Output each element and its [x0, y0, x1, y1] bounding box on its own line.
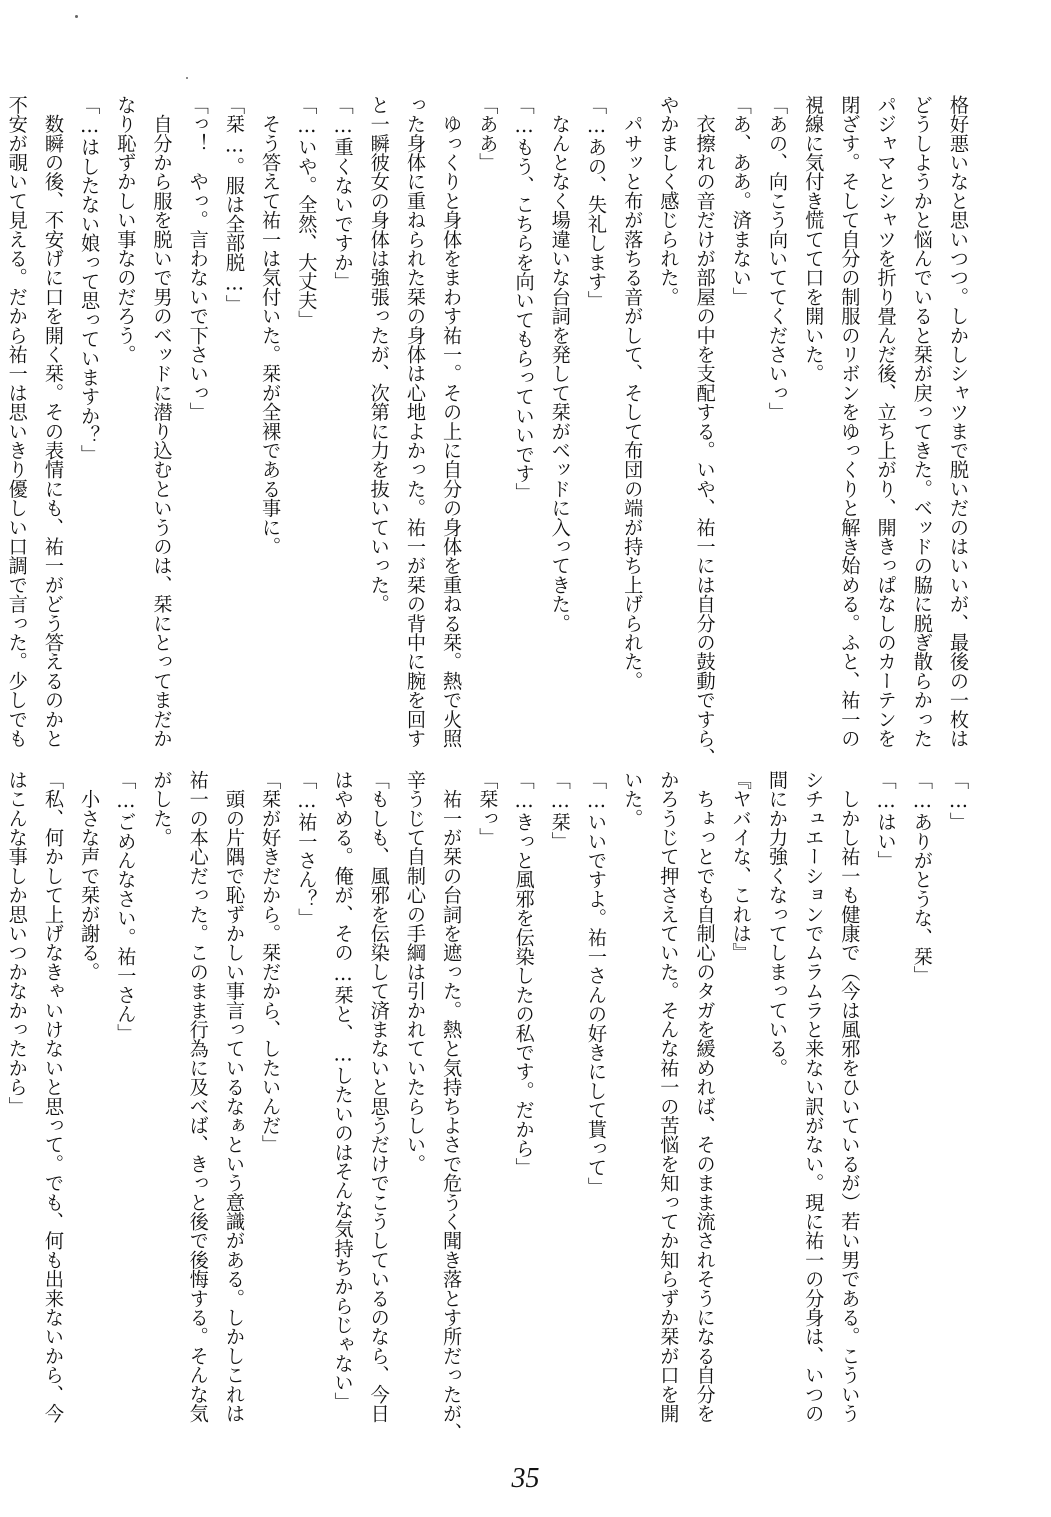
text-line: 「あ、ああ。済まない」 — [729, 95, 753, 307]
text-line: 『ヤバイな、これは』 — [729, 770, 753, 962]
text-line: 数瞬の後、不安げに口を開く栞。その表情にも、祐一がどう答えるのかと — [41, 95, 65, 748]
text-line: 「…」 — [947, 770, 970, 832]
text-line: 衣擦れの音だけが部屋の中を支配する。いや、祐一には自分の鼓動ですら、 — [693, 95, 717, 767]
text-line: 「…ありがとうな、栞」 — [910, 770, 934, 985]
text-line: ゆっくりと身体をまわす祐一。その上に自分の身体を重ねる栞。熱で火照 — [440, 95, 464, 748]
text-line: ちょっとでも自制心のタガを緩めれば、そのまま流されそうになる自分を — [693, 770, 717, 1423]
text-line: 「栞が好きだから。栞だから、したいんだ」 — [259, 770, 283, 1154]
text-line: がした。 — [150, 770, 174, 847]
text-line: 「っ！ やっ。言わないで下さいっ」 — [186, 95, 210, 422]
text-line: 「…ごめんなさい。祐一さん」 — [114, 770, 138, 1043]
text-line: 「…はい」 — [874, 770, 898, 870]
text-line: 「…いや。全然、大丈夫」 — [295, 95, 319, 330]
text-line: 閉ざす。そして自分の制服のリボンをゆっくりと解き始める。ふと、祐一の — [838, 95, 862, 748]
text-line: 「あの、向こう向いててくださいっ」 — [765, 95, 789, 422]
text-line: 「もしも、風邪を伝染して済まないと思うだけでこうしているのなら、今日 — [367, 770, 391, 1423]
text-line: そう答えて祐一は気付いた。栞が全裸である事に。 — [259, 95, 283, 556]
text-line: 自分から服を脱いで男のベッドに潜り込むというのは、栞にとってまだか — [150, 95, 174, 748]
text-line: 「…重くないですか」 — [331, 95, 355, 291]
text-line: なり恥ずかしい事なのだろう。 — [114, 95, 138, 364]
text-line: 不安が覗いて見える。だから祐一は思いきり優しい口調で言った。少しでも — [5, 95, 29, 748]
text-line: 「…祐一さん？」 — [295, 770, 319, 928]
lower-text-block — [5, 770, 976, 1442]
scan-speck — [186, 77, 188, 79]
text-line: パジャマとシャツを折り畳んだ後、立ち上がり、開きっぱなしのカーテンを — [874, 95, 898, 748]
text-line: 格好悪いなと思いつつ。しかしシャツまで脱いだのはいいが、最後の一枚は — [947, 95, 970, 748]
page-number: 35 — [511, 1463, 540, 1494]
text-line: 「…きっと風邪を伝染したの私です。だから」 — [512, 770, 536, 1177]
text-line: しかし祐一も健康で（今は風邪をひいているが）若い男である。こういう — [838, 770, 862, 1423]
text-line: 「…はしたない娘って思っていますか？」 — [78, 95, 102, 464]
text-line: った身体に重ねられた栞の身体は心地よかった。祐一が栞の背中に腕を回す — [403, 95, 427, 748]
text-line: 祐一の本心だった。このまま行為に及べば、きっと後で後悔する。そんな気 — [186, 770, 210, 1423]
text-line: はやめる。俺が、その…栞と、…したいのはそんな気持ちからじゃない」 — [331, 770, 355, 1412]
text-line: 「…あの、失礼します」 — [584, 95, 608, 310]
text-line: 小さな声で栞が謝る。 — [78, 770, 102, 982]
text-line: どうしようかと悩んでいると栞が戻ってきた。ベッドの脇に脱ぎ散らかった — [910, 95, 934, 748]
text-line: 辛うじて自制心の手綱は引かれていたらしい。 — [403, 770, 427, 1174]
text-line: はこんな事しか思いつかなかったから」 — [5, 770, 29, 1116]
text-line: 「栞っ」 — [476, 770, 500, 847]
text-line: 「栞…。服は全部脱…」 — [222, 95, 246, 314]
text-line: 「…栞」 — [548, 770, 572, 851]
text-line: パサッと布が落ちる音がして、そして布団の端が持ち上げられた。 — [621, 95, 645, 691]
text-line: 頭の片隅で恥ずかしい事言っているなぁという意識がある。しかしこれは — [222, 770, 246, 1423]
text-line: 祐一が栞の台詞を遮った。熱と気持ちよさで危うく聞き落とす所だったが、 — [440, 770, 464, 1442]
text-line: シチュエーションでムラムラと来ない訳がない。現に祐一の分身は、いつの — [802, 770, 826, 1423]
text-line: 視線に気付き慌てて口を開いた。 — [802, 95, 826, 383]
text-line: 間にか力強くなってしまっている。 — [765, 770, 789, 1078]
text-line: なんとなく場違いな台詞を発して栞がベッドに入ってきた。 — [548, 95, 572, 633]
text-line: と一瞬彼女の身体は強張ったが、次第に力を抜いていった。 — [367, 95, 391, 614]
text-line: かろうじて押さえていた。そんな祐一の苦悩を知ってか知らずか栞が口を開 — [657, 770, 681, 1423]
text-line: 「ああ」 — [476, 95, 500, 172]
upper-text-block — [5, 95, 976, 767]
text-line: 「私、何かして上げなきゃいけないと思って。でも、何も出来ないから、今 — [41, 770, 65, 1423]
text-line: いた。 — [621, 770, 645, 828]
scan-speck — [75, 15, 78, 18]
text-line: やかましく感じられた。 — [657, 95, 681, 307]
text-line: 「…もう、こちらを向いてもらっていいです」 — [512, 95, 536, 502]
text-line: 「…いいですよ。祐一さんの好きにして貰って」 — [584, 770, 608, 1197]
